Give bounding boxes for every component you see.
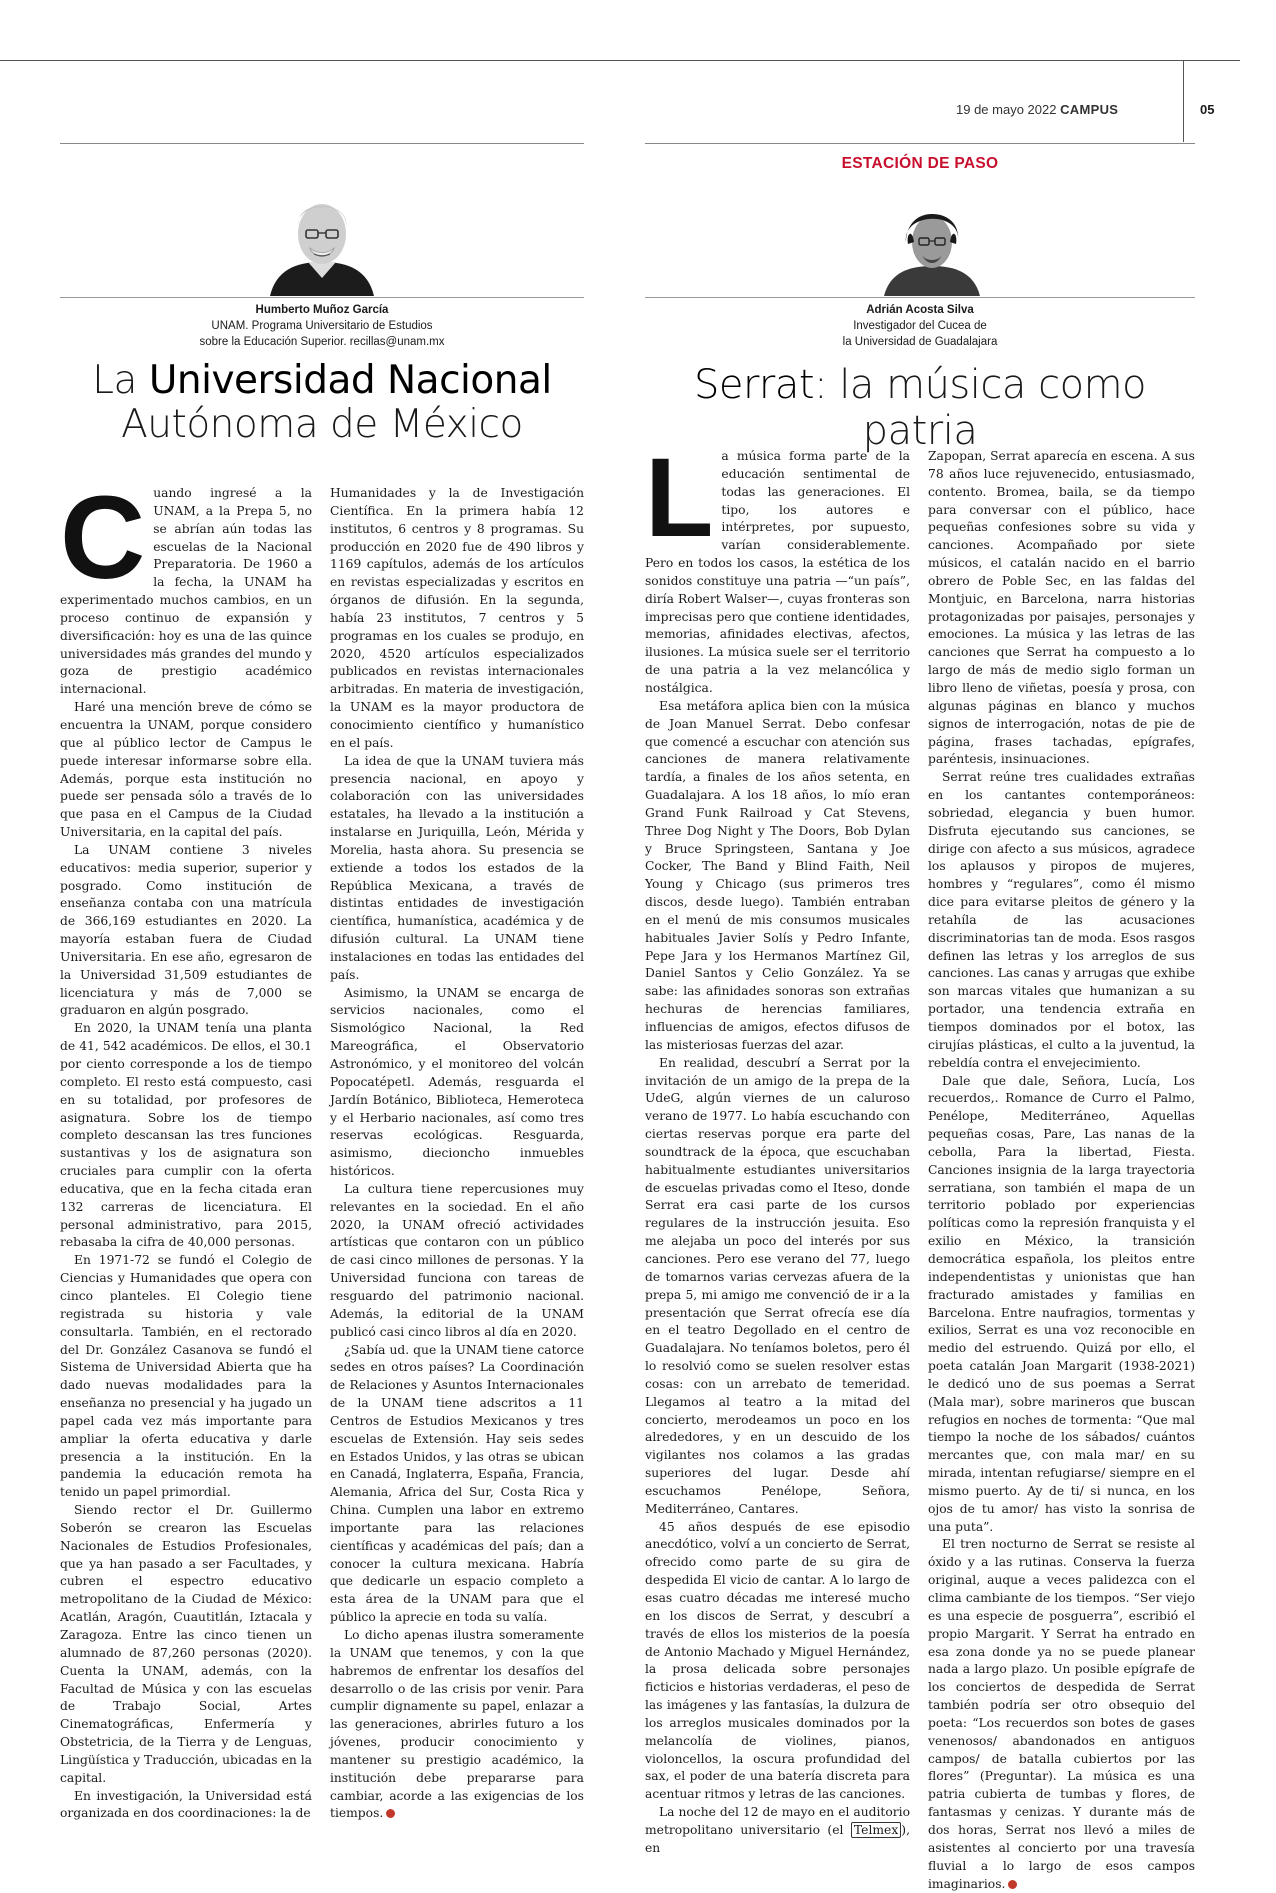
right-column-2 (928, 448, 1195, 1893)
right-article-title (645, 362, 1195, 454)
paragraph: La cultura tiene repercusiones muy relevantes en la sociedad. En el año 2020, la UNAM ofreció actividades artísticas que contaron con un público de casi cinco millones de personas. Y la Universidad funciona con tareas de resguardo del patrimonio nacional. Además, la editorial de la UNAM publicó casi cinco libros al día en 2020. (330, 1181, 584, 1339)
title-light-word: La (92, 358, 137, 403)
left-author-block (60, 302, 584, 350)
author-name: Adrián Acosta Silva (866, 304, 974, 316)
paragraph: Asimismo, la UNAM se encarga de servicios nacionales, como el Sismológico Nacional, la Red Mareográfica, el Observatorio Astronómico, y el monitoreo del volcán Popocatépetl. Además, resguarda el Jardín Botánico, Biblioteca, Hemeroteca y el Herbario nacionales, así como tres reservas ecológicas. Resguarda, asimismo, diecioncho inmuebles históricos. (330, 985, 584, 1179)
paragraph: Haré una mención breve de cómo se encuentra la UNAM, porque considero que al público lector de Campus le puede interesar informarse sobre ella. Además, porque esta institución no puede ser pensada sólo a través de lo que pasa en el Campus de la Ciudad Universitaria, en la capital del país. (60, 700, 312, 840)
title-bold-words: Universidad Nacional (148, 358, 552, 403)
right-header-rule (645, 143, 1195, 144)
paragraph-last (928, 1536, 1195, 1893)
paragraph: Serrat reúne tres cualidades extrañas en los cantantes contemporáneos: sobriedad, elegancia y buen humor. Disfruta ejecutando sus canciones, se dirige con afecto a sus músicos, agradece los aplausos y piropos de mujeres, hombres y “regulares”, como él mismo dice para evitarse pleitos de género y la retahíla de las acusaciones discriminatorias tan de moda. Esos rasgos definen las letras y los arreglos de sus canciones. Las canas y arrugas que exhibe son marcas vitales que humanizan a su portador, una tendencia extraña en tiempos dominados por el botox, las cirujías plásticas, el culto a la juventud, la rebeldía contra el envejecimiento. (928, 770, 1195, 1070)
paragraph: En 2020, la UNAM tenía una planta de 41, 542 académicos. De ellos, el 30.1 por ciento corresponde a los de tiempo completo. El resto está compuesto, casi en su totalidad, por profesores de asignatura. Sobre los de tiempo completo descansan las tres funciones sustantivas y los de asignatura son cruciales para cumplir con la oferta educativa, que en la fecha citada eran 132 carreras de licenciatura. El personal administrativo, para 2015, rebasaba la cifra de 40,000 personas. (60, 1021, 312, 1250)
paragraph: Esa metáfora aplica bien con la música de Joan Manuel Serrat. Debo confesar que comencé a escuchar con atención sus canciones de manera relativamente tardía, a finales de los años setenta, en Guadalajara. A los 18 años, lo mío eran Grand Funk Railroad y Cat Stevens, Three Dog Night y The Doors, Bob Dylan y Bruce Springsteen, Santana y Joe Cocker, The Band y Blind Faith, Neil Young y Chicago (sus primeros tres discos, desde luego). También entraban en el menú de mis consumos musicales habituales Javier Solís y Pedro Infante, Pepe Jara y los Hermanos Martínez Gil, Daniel Santos y Celio González. Ya se sabe: las afinidades sonoras son extrañas hechuras de herencias familiares, influencias de amigos, efectos difusos de las misteriosas fuerzas del azar. (645, 698, 910, 1052)
section-label: ESTACIÓN DE PASO (841, 155, 999, 172)
right-photo-base-rule (645, 297, 1195, 298)
header-date (956, 102, 1118, 117)
left-article-title (60, 359, 584, 447)
author-affiliation: sobre la Educación Superior. recillas@unam.mx (199, 336, 445, 348)
end-mark-icon (1008, 1880, 1017, 1889)
paragraph: En 1971-72 se fundó el Colegio de Ciencias y Humanidades que opera con cinco planteles. El Colegio tiene registrada su historia y vale consultarla. También, en el rectorado del Dr. González Casanova se fundó el Sistema de Universidad Abierta que ha dado nuevas modalidades para la enseñanza no presencial y ha jugado un papel cada vez más importante para ampliar la oferta educativa y darle presencia a la institución. En la pandemia la educación remota ha tenido un papel primordial. (60, 1253, 312, 1500)
left-column-2 (330, 485, 584, 1823)
title-bold-word: Serrat (693, 362, 815, 408)
paragraph-last (645, 1804, 910, 1858)
paragraph-text: Lo dicho apenas ilustra someramente la UNAM que tenemos, y con la que habremos de enfrentar los desafíos del desarrollo o de las crisis por venir. Para cumplir dignamente su papel, enlazar a las generaciones, abrirles futuro a los jóvenes, producir conocimiento y mantener su prestigio académico, la institución debe prepararse para cambiar, acorde a las exigencias de los tiempos. (330, 1628, 584, 1821)
left-header-rule (60, 143, 584, 144)
top-rule (0, 60, 1240, 61)
paragraph: a música forma parte de la educación sentimental de todas las generaciones. El tipo, los autores e intérpretes, por supuesto, varían considerablemente. Pero en todos los casos, la estética de los sonidos constituye una patria —“un país”, diría Robert Walser—, cuyas fronteras son imprecisas pero que contiene identidades, memorias, afinidades electivas, afectos, ilusiones. La música suele ser el territorio de una patria a la vez melancólica y nostálgica. (645, 449, 910, 695)
drop-cap: C (60, 472, 146, 604)
author-affiliation: Investigador del Cucea de (853, 320, 987, 332)
left-column-1 (60, 472, 312, 1823)
paragraph: En realidad, descubrí a Serrat por la invitación de un amigo de la prepa de la UdeG, algún viernes de un caluroso verano de 1977. Lo había escuchando con ciertas reservas porque era parte del soundtrack de la época, que escuchaban habitualmente estudiantes universitarios de escuelas privadas como el Iteso, donde Serrat era casi parte de los cursos regulares de la instrucción jesuita. Eso me alejaba un poco del interés por sus canciones. Pero ese verano del 77, luego de tomarnos varias cervezas afuera de la prepa 5, mi amigo me convenció de ir a la presentación que Serrat ofrecía ese día en el teatro Degollado en el centro de Guadalajara. No teníamos boletos, pero él lo resolvió como se suelen resolver estas cosas: con un arrebato de temeridad. Llegamos al teatro a la mitad del concierto, merodeamos un poco en los alrededores, y en un descuido de los vigilantes nos colamos a las gradas superiores del lugar. Desde ahí escuchamos Penélope, Señora, Mediterráneo, Cantares. (645, 1055, 910, 1516)
paragraph: Humanidades y la de Investigación Científica. En la primera había 12 institutos, 6 centros y 8 programas. Su producción en 2020 fue de 490 libros y 1169 capítulos, además de los artículos en revistas especializadas y escritos en órganos de difusión. En la segunda, había 23 institutos, 7 centros y 5 programas en los cuales se produjo, en 2020, 4520 artículos especializados publicados en revistas internacionales arbitradas. En materia de investigación, la UNAM es la mayor productora de conocimiento científico y humanístico en el país. (330, 486, 584, 750)
left-photo-base-rule (60, 297, 584, 298)
paragraph-text: El tren nocturno de Serrat se resiste al óxido y a las rutinas. Conserva la fuerza original, auque a veces palidezca con el clima cambiante de los tiempos. “Ser viejo es una especie de posguerra”, escribió el propio Margarit. Y Serrat ha entrado en esa zona donde ya no se puede planear nada a largo plazo. Un posible epígrafe de los conciertos de despedida de Serrat también podría ser otro obsequio del poeta: “Los recuerdos son botes de gases venenosos/ abandonados en antiguos campos/ de batalla cubiertos por las flores” (Preguntar). La música es una patria cubierta de tumbas y flores, de fantasmas y cenizas. Y durante más de dos horas, Serrat nos llevó a miles de asistentes al concierto por una travesía fluvial a lo largo de esos campos imaginarios. (928, 1537, 1195, 1891)
paragraph: Dale que dale, Señora, Lucía, Los recuerdos,. Romance de Curro el Palmo, Penélope, Mediterráneo, Aquellas pequeñas cosas, Pare, Las nanas de la cebolla, Para la libertad, Fiesta. Canciones insignia de la larga trayectoria serratiana, son también el mapa de un territorio poblado por experiencias políticas como la represión franquista y el exilio en México, la transición democrática española, los pleitos entre independentistas y unionistas que han fracturado amistades y familias en Barcelona. Entre naufragios, tormentas y exilios, Serrat es una voz reconocible en medio del estruendo. Quizá por ello, el poeta catalán Joan Margarit (1938-2021) le dedicó uno de sus poemas a Serrat (Mala mar), sobre marineros que buscan refugios en noches de tormenta: “Que mal tiempo la noche de los sábados/ cuántos mercantes que, con mala mar/ en su mirada, intentan refugiarse/ siempre en el mismo puerto. Ay de ti/ si nunca, en los ojos de tu amor/ has visto la sonrisa de una puta”. (928, 1073, 1195, 1534)
date-text: 19 de mayo 2022 (956, 102, 1057, 117)
paragraph: ¿Sabía ud. que la UNAM tiene catorce sedes en otros países? La Coordinación de Relaciones y Asuntos Internacionales de la UNAM tiene adscritos a 11 Centros de Estudios Mexicanos y tres escuelas de Extensión. Hay seis sedes en Estados Unidos, y las otras se ubican en Canadá, Inglaterra, España, Francia, Alemania, Africa del Sur, Costa Rica y China. Cumplen una labor en extremo importante para las relaciones científicas y académicas del país; dan a conocer la cultura mexicana. Habría que dedicarle un espacio completo a esta área de la UNAM para que el público la aprecie en toda su valía. (330, 1342, 584, 1625)
paragraph: 45 años después de ese episodio anecdótico, volví a un concierto de Serrat, ofrecido como parte de su gira de despedida El vicio de cantar. A lo largo de esas cuatro décadas me interesé mucho en los discos de Serrat, y descubrí a través de ellos los misterios de la poesía de Antonio Machado y Miguel Hernández, la prosa delicada sobre personajes ficticios e historias verdaderas, el peso de las imágenes y las fantasías, la dulzura de los arreglos musicales dominados por la melancolía de violines, pianos, violoncellos, la oscura profundidad del sax, el poder de una batería discreta para acentuar ritmos y letras de las canciones. (645, 1519, 910, 1802)
page-number: 05 (1200, 102, 1215, 117)
author-photo-right (882, 204, 982, 296)
paragraph-last (330, 1627, 584, 1823)
title-rest: : la música como patria (814, 362, 1146, 454)
paragraph-tail: ), en (645, 1822, 910, 1855)
paragraph: En investigación, la Universidad está organizada en dos coordinaciones: la de (60, 1788, 312, 1821)
end-mark-icon (386, 1809, 395, 1818)
paragraph: uando ingresé a la UNAM, a la Prepa 5, no se abrían aún todas las escuelas de la Nacional Preparatoria. De 1960 a la fecha, la UNAM ha experimentado muchos cambios, en un proceso continuo de expansión y diversificación: hoy es una de las quince universidades más grandes del mundo y goza de prestigio académico internacional. (60, 486, 312, 697)
right-author-block (645, 302, 1195, 350)
paragraph: La idea de que la UNAM tuviera más presencia nacional, en apoyo y colaboración con las universidades estatales, ha llevado a la institución a instalarse en Juriquilla, León, Mérida y Morelia, hasta ahora. Su presencia se extiende a todos los estados de la República Mexicana, a través de distintas entidades de investigación científica, humanística, académica y de difusión cultural. La UNAM tiene instalaciones en todas las entidades del país. (330, 753, 584, 982)
author-photo-left (262, 192, 382, 296)
header-vertical-divider (1183, 60, 1184, 142)
paragraph: Zapopan, Serrat aparecía en escena. A sus 78 años luce rejuvenecido, entusiasmado, contento. Bromea, baila, se da tiempo para conversar con el público, hace pequeñas confesiones sobre su vida y canciones. Acompañado por siete músicos, el catalán nacido en el barrio obrero de Poble Sec, en las faldas del Montjuic, en Barcelona, narra historias protagonizadas por paisajes, personajes y emociones. La música y las letras de las canciones que Serrat ha compuesto a lo largo de más de medio siglo forman un libro lleno de viñetas, poesía y prosa, con algunas páginas en blanco y muchos signos de interrogación, notas de pie de página, frases tachadas, epígrafes, paréntesis, insinuaciones. (928, 449, 1195, 767)
boxed-word: Telmex (851, 1822, 901, 1838)
title-second-line: Autónoma de México (121, 402, 523, 447)
author-affiliation: la Universidad de Guadalajara (842, 336, 998, 348)
paragraph: La UNAM contiene 3 niveles educativos: media superior, superior y posgrado. Como institución de enseñanza contaba con una matrícula de 366,169 estudiantes en 2020. La mayoría estaban fuera de Ciudad Universitaria. En ese año, egresaron de la Universidad 31,509 estudiantes de licenciatura y más de 7,000 se graduaron en algún posgrado. (60, 842, 312, 1018)
author-name: Humberto Muñoz García (255, 304, 389, 316)
author-affiliation: UNAM. Programa Universitario de Estudios (211, 320, 433, 332)
drop-cap: L (645, 435, 714, 560)
publication-name: CAMPUS (1060, 102, 1119, 117)
right-column-1 (645, 435, 910, 1858)
paragraph-text: La noche del 12 de mayo en el auditorio metropolitano universitario (el (645, 1805, 910, 1837)
paragraph: Siendo rector el Dr. Guillermo Soberón se crearon las Escuelas Nacionales de Estudios Profesionales, que ya han pasado a ser Facultades, y cubren el espectro educativo metropolitano de la Ciudad de México: Acatlán, Aragón, Cuautitlán, Iztacala y Zaragoza. Entre las cinco tienen un alumnado de 87,260 personas (2020). Cuenta la UNAM, además, con la Facultad de Música y con las escuelas de Trabajo Social, Artes Cinematográficas, Enfermería y Obstetricia, de la Tierra y de Lenguas, Lingüística y Traducción, ubicadas en la capital. (60, 1503, 312, 1785)
